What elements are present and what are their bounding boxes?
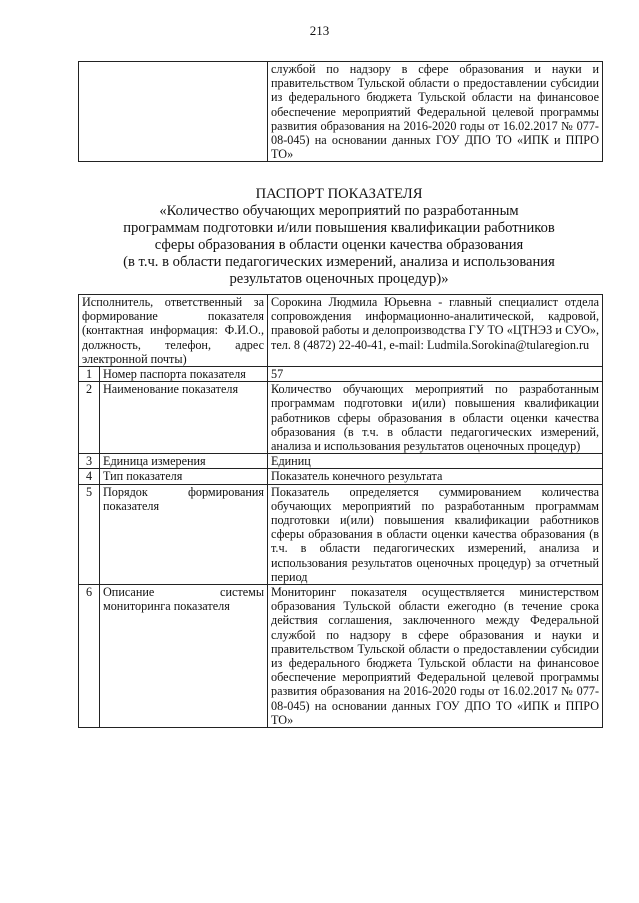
row-value: Показатель определяется суммированием количества обучающих мероприятий по разработанным программам подготовки и(или) повышения квалификации работников сферы образования в области оценки качества образования (в т.ч. в области педагогических измерений, анализа и использования результатов оценочных процедур) за отчетный период	[268, 484, 603, 584]
table-row	[79, 469, 603, 484]
table-row	[79, 382, 603, 454]
title-line: программам подготовки и/или повышения квалификации работников	[123, 220, 555, 236]
continuation-table	[78, 61, 603, 162]
continuation-empty-cell	[79, 62, 268, 162]
continuation-text: службой по надзору в сфере образования и науки и правительством Тульской области о предоставлении субсидии из федерального бюджета Тульской области на финансовое обеспечение мероприятий Федеральной целевой программы развития образования на 2016-2020 годы от 16.02.2017 № 077-08-045) на основании данных ГОУ ДПО ТО «ИПК и ППРО ТО»	[268, 62, 603, 162]
row-label: Порядок формирования показателя	[100, 484, 268, 584]
row-value: Мониторинг показателя осуществляется министерством образования Тульской области ежегодно (в течение срока действия соглашения, заключенного между Федеральной службой по надзору в сфере образования и науки и правительством Тульской области о предоставлении субсидии из федерального бюджета Тульской области на финансовое обеспечение мероприятий Федеральной целевой программы развития образования на 2016-2020 годы от 16.02.2017 № 077-08-045) на основании данных ГОУ ДПО ТО «ИПК и ППРО ТО»	[268, 585, 603, 728]
table-row	[79, 484, 603, 584]
table-row	[79, 62, 603, 162]
title-line: результатов оценочных процедур)»	[229, 271, 449, 287]
row-number: 5	[79, 484, 100, 584]
table-row	[79, 367, 603, 382]
row-label: Единица измерения	[100, 454, 268, 469]
row-number: 3	[79, 454, 100, 469]
table-row	[79, 295, 603, 367]
page-number: 213	[309, 23, 330, 38]
passport-title	[60, 186, 618, 288]
title-line: (в т.ч. в области педагогических измерений, анализа и использования	[123, 254, 555, 270]
passport-table	[78, 294, 603, 728]
row-value: 57	[268, 367, 603, 382]
row-number: 6	[79, 585, 100, 728]
row-value: Показатель конечного результата	[268, 469, 603, 484]
executor-value: Сорокина Людмила Юрьевна - главный специалист отдела сопровождения информационно-аналитической, кадровой, правовой работы и делопроизводства ГУ ТО «ЦТНЭЗ и СУО», тел. 8 (4872) 22-40-41, e-mail: Ludmila.Sorokina@tularegion.ru	[268, 295, 603, 367]
row-number: 1	[79, 367, 100, 382]
row-label: Описание системы мониторинга показателя	[100, 585, 268, 728]
row-value: Единиц	[268, 454, 603, 469]
table-row	[79, 454, 603, 469]
title-line: ПАСПОРТ ПОКАЗАТЕЛЯ	[255, 186, 423, 202]
row-label: Номер паспорта показателя	[100, 367, 268, 382]
row-value: Количество обучающих мероприятий по разработанным программам подготовки и(или) повышения квалификации работников сферы образования в области оценки качества образования (в т.ч. в области педагогических измерений, анализа и использования результатов оценочных процедур)	[268, 382, 603, 454]
table-row	[79, 585, 603, 728]
row-label: Тип показателя	[100, 469, 268, 484]
row-label: Наименование показателя	[100, 382, 268, 454]
executor-label: Исполнитель, ответственный за формирование показателя (контактная информация: Ф.И.О., должность, телефон, адрес электронной почты)	[79, 295, 268, 367]
row-number: 4	[79, 469, 100, 484]
title-line: «Количество обучающих мероприятий по разработанным	[159, 203, 519, 219]
row-number: 2	[79, 382, 100, 454]
title-line: сферы образования в области оценки качества образования	[154, 237, 524, 253]
